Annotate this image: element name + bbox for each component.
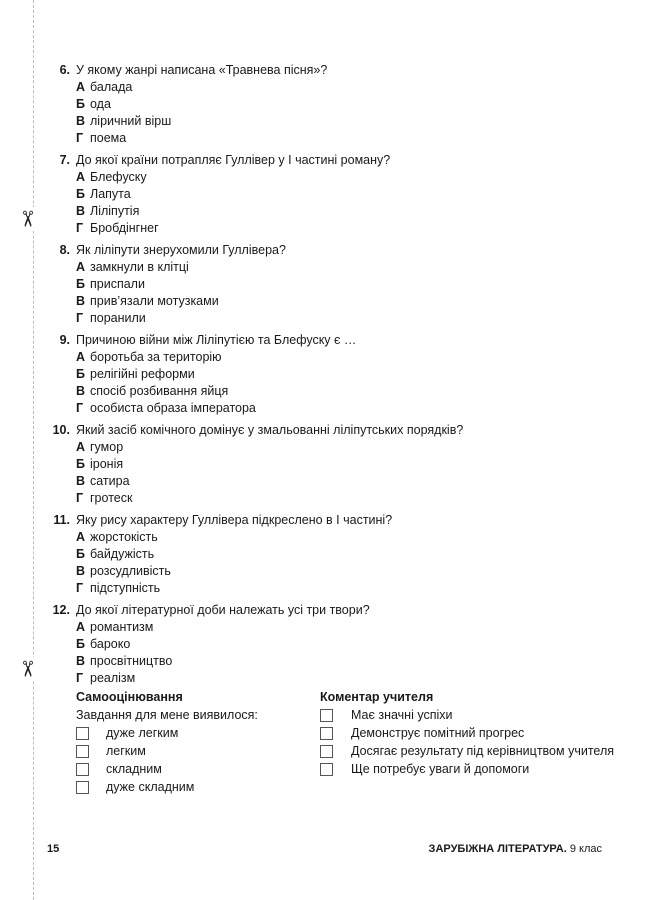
- option-text: особиста образа імператора: [90, 400, 256, 415]
- option-letter: А: [76, 259, 86, 274]
- question-list: [50, 61, 610, 691]
- option-letter: А: [76, 529, 86, 544]
- self-evaluation-option-row: [76, 724, 306, 742]
- question-number: 9.: [59, 332, 70, 347]
- answer-option[interactable]: [50, 168, 610, 185]
- option-letter: Г: [76, 400, 84, 415]
- self-evaluation-option-label: складним: [106, 762, 162, 776]
- option-text: замкнули в клітці: [90, 259, 189, 274]
- question-item: [50, 601, 610, 686]
- question-item: [50, 241, 610, 326]
- question-number: 8.: [59, 242, 70, 257]
- option-letter: А: [76, 169, 86, 184]
- option-text: іронія: [90, 456, 124, 471]
- question-item: [50, 61, 610, 146]
- answer-option[interactable]: [50, 528, 610, 545]
- option-letter: А: [76, 619, 86, 634]
- checkbox[interactable]: [320, 763, 333, 776]
- answer-option[interactable]: [50, 185, 610, 202]
- option-text: спосіб розбивання яйця: [90, 383, 229, 398]
- option-letter: Б: [76, 366, 85, 381]
- option-letter: В: [76, 203, 86, 218]
- option-letter: Г: [76, 580, 84, 595]
- answer-option[interactable]: [50, 78, 610, 95]
- answer-option[interactable]: [50, 635, 610, 652]
- option-text: розсудливість: [90, 563, 171, 578]
- answer-option[interactable]: [50, 489, 610, 506]
- answer-option[interactable]: [50, 438, 610, 455]
- option-letter: Г: [76, 130, 84, 145]
- answer-option[interactable]: [50, 455, 610, 472]
- question-header: [50, 61, 610, 78]
- question-number: 11.: [53, 512, 70, 527]
- question-header: [50, 601, 610, 618]
- option-letter: Б: [76, 276, 85, 291]
- option-text: романтизм: [90, 619, 154, 634]
- answer-option[interactable]: [50, 275, 610, 292]
- footer-subject: ЗАРУБІЖНА ЛІТЕРАТУРА.: [428, 843, 567, 855]
- self-evaluation-title: Самооцінювання: [76, 690, 183, 704]
- question-text: До якої літературної доби належать усі три твори?: [76, 602, 370, 617]
- answer-option[interactable]: [50, 202, 610, 219]
- self-evaluation-option-label: дуже складним: [106, 780, 195, 794]
- teacher-comment-option-label: Демонструє помітний прогрес: [351, 726, 525, 740]
- option-letter: Б: [76, 546, 85, 561]
- option-text: реалізм: [90, 670, 136, 685]
- option-letter: В: [76, 563, 86, 578]
- question-number: 10.: [52, 422, 70, 437]
- option-text: бароко: [90, 636, 131, 651]
- question-text: У якому жанрі написана «Травнева пісня»?: [76, 62, 328, 77]
- scissors-icon: ✂: [14, 207, 38, 231]
- option-letter: А: [76, 79, 86, 94]
- answer-option[interactable]: [50, 258, 610, 275]
- option-text: боротьба за територію: [90, 349, 222, 364]
- question-item: [50, 331, 610, 416]
- self-evaluation-option-label: дуже легким: [106, 726, 179, 740]
- option-letter: Г: [76, 670, 84, 685]
- option-text: Ліліпутія: [90, 203, 140, 218]
- question-text: Яку рису характеру Гуллівера підкреслено в І частині?: [76, 512, 393, 527]
- option-text: Лапута: [90, 186, 131, 201]
- option-text: ода: [90, 96, 111, 111]
- question-header: [50, 241, 610, 258]
- option-text: балада: [90, 79, 133, 94]
- question-text: Як ліліпути знерухомили Гуллівера?: [76, 242, 286, 257]
- option-text: ліричний вірш: [90, 113, 172, 128]
- self-evaluation-option-row: [76, 778, 306, 796]
- option-letter: Б: [76, 636, 85, 651]
- self-evaluation-option-row: [76, 760, 306, 778]
- checkbox[interactable]: [320, 727, 333, 740]
- answer-option[interactable]: [50, 562, 610, 579]
- footer-title: [429, 843, 602, 855]
- question-number: 6.: [59, 62, 70, 77]
- option-text: поема: [90, 130, 127, 145]
- option-text: приспали: [90, 276, 145, 291]
- answer-option[interactable]: [50, 669, 610, 686]
- cut-line: [33, 0, 34, 900]
- question-text: До якої країни потрапляє Гуллівер у І частині роману?: [76, 152, 391, 167]
- question-item: [50, 511, 610, 596]
- self-evaluation-option-row: [76, 742, 306, 760]
- question-header: [50, 421, 610, 438]
- option-text: релігійні реформи: [90, 366, 195, 381]
- option-letter: Б: [76, 96, 85, 111]
- option-letter: В: [76, 293, 86, 308]
- answer-option[interactable]: [50, 309, 610, 326]
- question-header: [50, 151, 610, 168]
- checkbox[interactable]: [76, 781, 89, 794]
- option-letter: В: [76, 113, 86, 128]
- teacher-comment-option-label: Має значні успіхи: [351, 708, 453, 722]
- question-number: 7.: [59, 152, 70, 167]
- checkbox[interactable]: [76, 745, 89, 758]
- teacher-comment-option-label: Досягає результату під керівництвом учителя: [351, 744, 615, 758]
- teacher-comment-option-row: [320, 724, 620, 742]
- checkbox[interactable]: [320, 745, 333, 758]
- answer-option[interactable]: [50, 292, 610, 309]
- option-text: Бробдінгнег: [90, 220, 159, 235]
- answer-option[interactable]: [50, 618, 610, 635]
- answer-option[interactable]: [50, 219, 610, 236]
- option-letter: Б: [76, 456, 85, 471]
- option-text: жорстокість: [90, 529, 158, 544]
- question-text: Який засіб комічного домінує у змальованні ліліпутських порядків?: [76, 422, 464, 437]
- option-text: Блефуску: [90, 169, 147, 184]
- option-letter: В: [76, 473, 86, 488]
- option-text: підступність: [90, 580, 161, 595]
- teacher-comment-option-row: [320, 760, 620, 778]
- answer-option[interactable]: [50, 382, 610, 399]
- answer-option[interactable]: [50, 399, 610, 416]
- answer-option[interactable]: [50, 95, 610, 112]
- option-letter: Б: [76, 186, 85, 201]
- option-letter: А: [76, 349, 86, 364]
- answer-option[interactable]: [50, 652, 610, 669]
- teacher-comment-title: Коментар учителя: [320, 690, 434, 704]
- self-evaluation-option-label: легким: [106, 744, 146, 758]
- answer-option[interactable]: [50, 472, 610, 489]
- answer-option[interactable]: [50, 545, 610, 562]
- answer-option[interactable]: [50, 365, 610, 382]
- option-letter: Г: [76, 220, 84, 235]
- option-letter: В: [76, 383, 86, 398]
- option-text: прив’язали мотузками: [90, 293, 219, 308]
- teacher-comment-section: [320, 688, 620, 778]
- teacher-comment-option-row: [320, 706, 620, 724]
- option-text: поранили: [90, 310, 146, 325]
- teacher-comment-option-label: Ще потребує уваги й допомоги: [351, 762, 530, 776]
- option-text: просвітництво: [90, 653, 173, 668]
- checkbox[interactable]: [76, 763, 89, 776]
- option-text: сатира: [90, 473, 130, 488]
- answer-option[interactable]: [50, 579, 610, 596]
- option-text: гумор: [90, 439, 124, 454]
- checkbox[interactable]: [76, 727, 89, 740]
- checkbox[interactable]: [320, 709, 333, 722]
- question-header: [50, 511, 610, 528]
- page-number: 15: [47, 843, 60, 855]
- teacher-comment-option-row: [320, 742, 620, 760]
- self-evaluation-subtitle: Завдання для мене виявилося:: [76, 708, 258, 722]
- option-letter: Г: [76, 310, 84, 325]
- answer-option[interactable]: [50, 348, 610, 365]
- question-item: [50, 151, 610, 236]
- option-letter: А: [76, 439, 86, 454]
- option-letter: Г: [76, 490, 84, 505]
- scissors-icon: ✂: [14, 657, 38, 681]
- question-number: 12.: [52, 602, 70, 617]
- answer-option[interactable]: [50, 112, 610, 129]
- footer-grade: 9 клас: [566, 843, 602, 855]
- question-text: Причиною війни між Ліліпутією та Блефуску є …: [76, 332, 357, 347]
- option-letter: В: [76, 653, 86, 668]
- question-item: [50, 421, 610, 506]
- option-text: гротеск: [90, 490, 133, 505]
- option-text: байдужість: [90, 546, 155, 561]
- answer-option[interactable]: [50, 129, 610, 146]
- self-evaluation-section: [76, 688, 306, 796]
- question-header: [50, 331, 610, 348]
